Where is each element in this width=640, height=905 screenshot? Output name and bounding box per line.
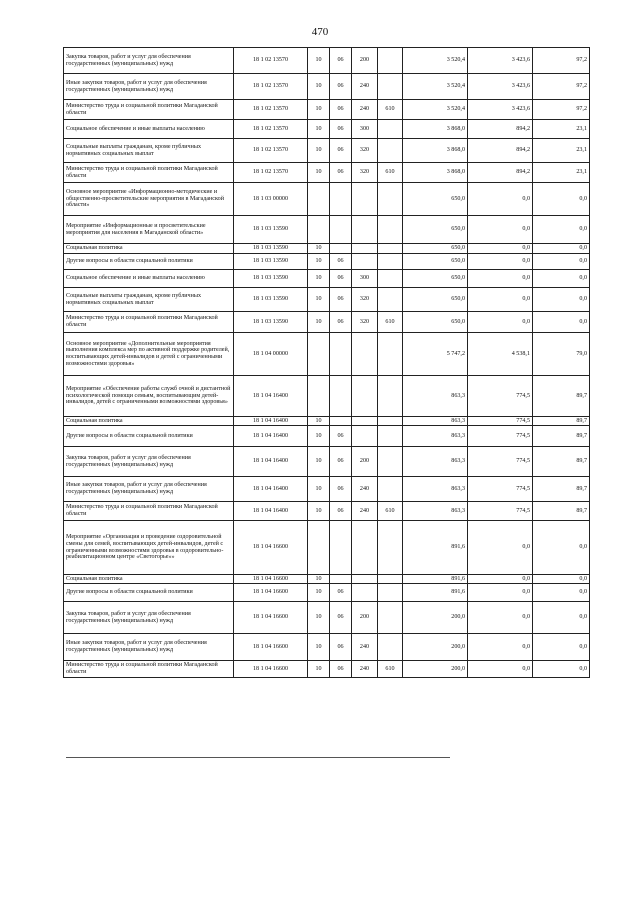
executed-amount: 774,5: [468, 502, 533, 521]
expense-type-code: [352, 216, 378, 244]
line-item-name: Закупка товаров, работ и услуг для обеспечения государственных (муниципальных) нужд: [64, 602, 234, 634]
administrator-code: [378, 417, 403, 426]
expense-type-code: 200: [352, 447, 378, 477]
administrator-code: [378, 376, 403, 417]
administrator-code: 610: [378, 661, 403, 678]
administrator-code: 610: [378, 100, 403, 120]
expense-type-code: 240: [352, 477, 378, 502]
expense-type-code: [352, 575, 378, 584]
execution-percent: 0,0: [533, 584, 590, 602]
planned-amount: 863,3: [403, 502, 468, 521]
execution-percent: 0,0: [533, 270, 590, 288]
executed-amount: 894,2: [468, 163, 533, 183]
target-article-code: 18 1 03 13590: [234, 270, 308, 288]
expense-type-code: [352, 584, 378, 602]
section-code: 10: [308, 661, 330, 678]
table-row: [64, 48, 590, 74]
line-item-name: Иные закупки товаров, работ и услуг для обеспечения государственных (муниципальных) нужд: [64, 74, 234, 100]
line-item-name: Мероприятие «Обеспечение работы служб очной и дистантной психологической помощи семьям, воспитывающим детей-инвалидов, детей с ограниченными возможностями здоровья»: [64, 376, 234, 417]
target-article-code: 18 1 04 16400: [234, 502, 308, 521]
expense-type-code: [352, 183, 378, 216]
executed-amount: 0,0: [468, 216, 533, 244]
section-code: 10: [308, 254, 330, 270]
execution-percent: 0,0: [533, 312, 590, 333]
subsection-code: 06: [330, 312, 352, 333]
target-article-code: 18 1 04 16600: [234, 634, 308, 661]
expense-type-code: [352, 521, 378, 575]
table-row: [64, 634, 590, 661]
execution-percent: 89,7: [533, 477, 590, 502]
expense-type-code: 300: [352, 120, 378, 139]
line-item-name: Социальные выплаты гражданам, кроме публичных нормативных социальных выплат: [64, 288, 234, 312]
subsection-code: [330, 575, 352, 584]
execution-percent: 89,7: [533, 417, 590, 426]
expense-type-code: [352, 417, 378, 426]
subsection-code: [330, 216, 352, 244]
expense-type-code: 300: [352, 270, 378, 288]
executed-amount: 0,0: [468, 288, 533, 312]
execution-percent: 89,7: [533, 376, 590, 417]
executed-amount: 0,0: [468, 575, 533, 584]
planned-amount: 650,0: [403, 312, 468, 333]
administrator-code: [378, 74, 403, 100]
line-item-name: Закупка товаров, работ и услуг для обеспечения государственных (муниципальных) нужд: [64, 48, 234, 74]
target-article-code: 18 1 03 13590: [234, 288, 308, 312]
section-code: 10: [308, 139, 330, 163]
section-code: 10: [308, 417, 330, 426]
administrator-code: [378, 602, 403, 634]
expense-type-code: 240: [352, 100, 378, 120]
subsection-code: 06: [330, 74, 352, 100]
target-article-code: 18 1 03 13590: [234, 312, 308, 333]
planned-amount: 891,6: [403, 575, 468, 584]
subsection-code: 06: [330, 477, 352, 502]
execution-percent: 0,0: [533, 244, 590, 254]
section-code: 10: [308, 244, 330, 254]
planned-amount: 200,0: [403, 602, 468, 634]
table-row: [64, 120, 590, 139]
table-row: [64, 447, 590, 477]
line-item-name: Мероприятие «Информационные и просветительские мероприятия для населения в Магаданской области»: [64, 216, 234, 244]
planned-amount: 863,3: [403, 376, 468, 417]
executed-amount: 0,0: [468, 602, 533, 634]
line-item-name: Министерство труда и социальной политики Магаданской области: [64, 502, 234, 521]
page-number: 470: [311, 26, 329, 38]
target-article-code: 18 1 04 16600: [234, 521, 308, 575]
line-item-name: Социальная политика: [64, 417, 234, 426]
expense-type-code: 320: [352, 312, 378, 333]
line-item-name: Министерство труда и социальной политики Магаданской области: [64, 163, 234, 183]
subsection-code: 06: [330, 48, 352, 74]
target-article-code: 18 1 03 13590: [234, 244, 308, 254]
line-item-name: Социальная политика: [64, 244, 234, 254]
administrator-code: [378, 584, 403, 602]
administrator-code: 610: [378, 502, 403, 521]
section-code: 10: [308, 447, 330, 477]
planned-amount: 3 868,0: [403, 163, 468, 183]
executed-amount: 0,0: [468, 634, 533, 661]
planned-amount: 650,0: [403, 254, 468, 270]
subsection-code: 06: [330, 602, 352, 634]
line-item-name: Социальные выплаты гражданам, кроме публичных нормативных социальных выплат: [64, 139, 234, 163]
section-code: [308, 521, 330, 575]
execution-percent: 0,0: [533, 288, 590, 312]
line-item-name: Министерство труда и социальной политики Магаданской области: [64, 661, 234, 678]
execution-percent: 0,0: [533, 634, 590, 661]
section-code: 10: [308, 584, 330, 602]
planned-amount: 3 520,4: [403, 74, 468, 100]
executed-amount: 774,5: [468, 376, 533, 417]
planned-amount: 650,0: [403, 270, 468, 288]
executed-amount: 774,5: [468, 447, 533, 477]
section-code: [308, 376, 330, 417]
expense-type-code: 240: [352, 74, 378, 100]
budget-table-body: [64, 48, 590, 678]
administrator-code: [378, 120, 403, 139]
target-article-code: 18 1 04 00000: [234, 333, 308, 376]
section-code: 10: [308, 270, 330, 288]
section-code: [308, 183, 330, 216]
section-code: 10: [308, 74, 330, 100]
executed-amount: 0,0: [468, 521, 533, 575]
target-article-code: 18 1 04 16400: [234, 426, 308, 447]
target-article-code: 18 1 04 16600: [234, 661, 308, 678]
target-article-code: 18 1 02 13570: [234, 163, 308, 183]
subsection-code: 06: [330, 139, 352, 163]
planned-amount: 891,6: [403, 521, 468, 575]
executed-amount: 894,2: [468, 139, 533, 163]
execution-percent: 97,2: [533, 100, 590, 120]
subsection-code: [330, 183, 352, 216]
expense-type-code: [352, 426, 378, 447]
table-row: [64, 661, 590, 678]
table-row: [64, 502, 590, 521]
line-item-name: Основное мероприятие «Информационно-методические и общественно-просветительские мероприятия в Магаданской области»: [64, 183, 234, 216]
expense-type-code: [352, 254, 378, 270]
line-item-name: Другие вопросы в области социальной политики: [64, 254, 234, 270]
executed-amount: 774,5: [468, 477, 533, 502]
subsection-code: 06: [330, 634, 352, 661]
execution-percent: 0,0: [533, 575, 590, 584]
expense-type-code: 320: [352, 139, 378, 163]
planned-amount: 3 868,0: [403, 120, 468, 139]
execution-percent: 89,7: [533, 502, 590, 521]
executed-amount: 0,0: [468, 244, 533, 254]
target-article-code: 18 1 04 16400: [234, 447, 308, 477]
table-row: [64, 74, 590, 100]
subsection-code: 06: [330, 502, 352, 521]
planned-amount: 863,3: [403, 447, 468, 477]
section-code: 10: [308, 426, 330, 447]
administrator-code: [378, 426, 403, 447]
planned-amount: 3 520,4: [403, 48, 468, 74]
subsection-code: 06: [330, 426, 352, 447]
subsection-code: [330, 521, 352, 575]
execution-percent: 97,2: [533, 74, 590, 100]
execution-percent: 0,0: [533, 521, 590, 575]
expense-type-code: 240: [352, 661, 378, 678]
target-article-code: 18 1 04 16400: [234, 477, 308, 502]
section-code: 10: [308, 575, 330, 584]
table-row: [64, 288, 590, 312]
execution-percent: 0,0: [533, 602, 590, 634]
target-article-code: 18 1 04 16600: [234, 584, 308, 602]
section-code: 10: [308, 288, 330, 312]
planned-amount: 3 868,0: [403, 139, 468, 163]
table-row: [64, 270, 590, 288]
target-article-code: 18 1 03 13590: [234, 254, 308, 270]
subsection-code: [330, 244, 352, 254]
line-item-name: Министерство труда и социальной политики Магаданской области: [64, 312, 234, 333]
administrator-code: [378, 333, 403, 376]
line-item-name: Социальная политика: [64, 575, 234, 584]
executed-amount: 4 538,1: [468, 333, 533, 376]
subsection-code: 06: [330, 254, 352, 270]
administrator-code: [378, 270, 403, 288]
section-code: [308, 216, 330, 244]
subsection-code: 06: [330, 270, 352, 288]
administrator-code: 610: [378, 312, 403, 333]
target-article-code: 18 1 03 00000: [234, 183, 308, 216]
execution-percent: 23,1: [533, 120, 590, 139]
section-code: [308, 333, 330, 376]
planned-amount: 200,0: [403, 661, 468, 678]
planned-amount: 863,3: [403, 426, 468, 447]
expense-type-code: [352, 244, 378, 254]
executed-amount: 774,5: [468, 417, 533, 426]
planned-amount: 863,3: [403, 477, 468, 502]
executed-amount: 0,0: [468, 183, 533, 216]
subsection-code: [330, 376, 352, 417]
table-row: [64, 584, 590, 602]
executed-amount: 894,2: [468, 120, 533, 139]
execution-percent: 79,0: [533, 333, 590, 376]
administrator-code: [378, 254, 403, 270]
expense-type-code: 200: [352, 48, 378, 74]
administrator-code: [378, 244, 403, 254]
target-article-code: 18 1 02 13570: [234, 74, 308, 100]
table-row: [64, 417, 590, 426]
line-item-name: Другие вопросы в области социальной политики: [64, 426, 234, 447]
line-item-name: Закупка товаров, работ и услуг для обеспечения государственных (муниципальных) нужд: [64, 447, 234, 477]
administrator-code: [378, 521, 403, 575]
expense-type-code: 240: [352, 502, 378, 521]
executed-amount: 0,0: [468, 661, 533, 678]
planned-amount: 650,0: [403, 288, 468, 312]
subsection-code: 06: [330, 584, 352, 602]
planned-amount: 650,0: [403, 244, 468, 254]
section-code: 10: [308, 634, 330, 661]
table-row: [64, 602, 590, 634]
execution-percent: 0,0: [533, 216, 590, 244]
executed-amount: 3 423,6: [468, 100, 533, 120]
executed-amount: 3 423,6: [468, 48, 533, 74]
planned-amount: 200,0: [403, 634, 468, 661]
table-row: [64, 139, 590, 163]
executed-amount: 0,0: [468, 584, 533, 602]
table-row: [64, 376, 590, 417]
executed-amount: 3 423,6: [468, 74, 533, 100]
planned-amount: 863,3: [403, 417, 468, 426]
subsection-code: 06: [330, 447, 352, 477]
execution-percent: 0,0: [533, 183, 590, 216]
administrator-code: [378, 288, 403, 312]
line-item-name: Мероприятие «Организация и проведение оздоровительной смены для семей, воспитывающих детей-инвалидов, детей с ограниченными возможностями здоровья в оздоровительно-реабилитационном центре «Светогорье»»: [64, 521, 234, 575]
table-row: [64, 216, 590, 244]
line-item-name: Другие вопросы в области социальной политики: [64, 584, 234, 602]
executed-amount: 774,5: [468, 426, 533, 447]
subsection-code: [330, 417, 352, 426]
line-item-name: Иные закупки товаров, работ и услуг для обеспечения государственных (муниципальных) нужд: [64, 477, 234, 502]
line-item-name: Министерство труда и социальной политики Магаданской области: [64, 100, 234, 120]
planned-amount: 650,0: [403, 183, 468, 216]
table-row: [64, 477, 590, 502]
table-row: [64, 333, 590, 376]
administrator-code: [378, 139, 403, 163]
target-article-code: 18 1 02 13570: [234, 48, 308, 74]
planned-amount: 650,0: [403, 216, 468, 244]
subsection-code: 06: [330, 100, 352, 120]
expense-type-code: 200: [352, 602, 378, 634]
executed-amount: 0,0: [468, 254, 533, 270]
target-article-code: 18 1 02 13570: [234, 120, 308, 139]
section-code: 10: [308, 163, 330, 183]
execution-percent: 89,7: [533, 447, 590, 477]
table-row: [64, 426, 590, 447]
line-item-name: Иные закупки товаров, работ и услуг для обеспечения государственных (муниципальных) нужд: [64, 634, 234, 661]
budget-table: [63, 47, 590, 678]
section-code: 10: [308, 502, 330, 521]
expense-type-code: 320: [352, 288, 378, 312]
subsection-code: [330, 333, 352, 376]
section-code: 10: [308, 477, 330, 502]
table-row: [64, 100, 590, 120]
administrator-code: [378, 216, 403, 244]
section-code: 10: [308, 602, 330, 634]
target-article-code: 18 1 04 16400: [234, 417, 308, 426]
expense-type-code: [352, 376, 378, 417]
administrator-code: [378, 447, 403, 477]
administrator-code: [378, 48, 403, 74]
target-article-code: 18 1 04 16600: [234, 602, 308, 634]
section-code: 10: [308, 100, 330, 120]
footnote-rule: [66, 757, 450, 758]
target-article-code: 18 1 02 13570: [234, 100, 308, 120]
target-article-code: 18 1 02 13570: [234, 139, 308, 163]
execution-percent: 97,2: [533, 48, 590, 74]
section-code: 10: [308, 120, 330, 139]
subsection-code: 06: [330, 661, 352, 678]
table-row: [64, 521, 590, 575]
execution-percent: 23,1: [533, 163, 590, 183]
expense-type-code: 320: [352, 163, 378, 183]
executed-amount: 0,0: [468, 312, 533, 333]
administrator-code: [378, 477, 403, 502]
expense-type-code: 240: [352, 634, 378, 661]
target-article-code: 18 1 04 16600: [234, 575, 308, 584]
table-row: [64, 254, 590, 270]
line-item-name: Социальное обеспечение и иные выплаты населению: [64, 270, 234, 288]
subsection-code: 06: [330, 120, 352, 139]
table-row: [64, 163, 590, 183]
executed-amount: 0,0: [468, 270, 533, 288]
table-row: [64, 244, 590, 254]
execution-percent: 0,0: [533, 661, 590, 678]
execution-percent: 0,0: [533, 254, 590, 270]
table-row: [64, 575, 590, 584]
planned-amount: 3 520,4: [403, 100, 468, 120]
execution-percent: 23,1: [533, 139, 590, 163]
section-code: 10: [308, 48, 330, 74]
planned-amount: 5 747,2: [403, 333, 468, 376]
execution-percent: 89,7: [533, 426, 590, 447]
administrator-code: [378, 575, 403, 584]
target-article-code: 18 1 03 13590: [234, 216, 308, 244]
table-row: [64, 312, 590, 333]
target-article-code: 18 1 04 16400: [234, 376, 308, 417]
line-item-name: Социальное обеспечение и иные выплаты населению: [64, 120, 234, 139]
table-row: [64, 183, 590, 216]
administrator-code: [378, 634, 403, 661]
subsection-code: 06: [330, 163, 352, 183]
expense-type-code: [352, 333, 378, 376]
administrator-code: 610: [378, 163, 403, 183]
line-item-name: Основное мероприятие «Дополнительные мероприятия выполнения комплекса мер по активной поддержке родителей, воспитывающих детей-инвалидов и детей с ограниченными возможностями здоровья»: [64, 333, 234, 376]
section-code: 10: [308, 312, 330, 333]
administrator-code: [378, 183, 403, 216]
planned-amount: 891,6: [403, 584, 468, 602]
subsection-code: 06: [330, 288, 352, 312]
